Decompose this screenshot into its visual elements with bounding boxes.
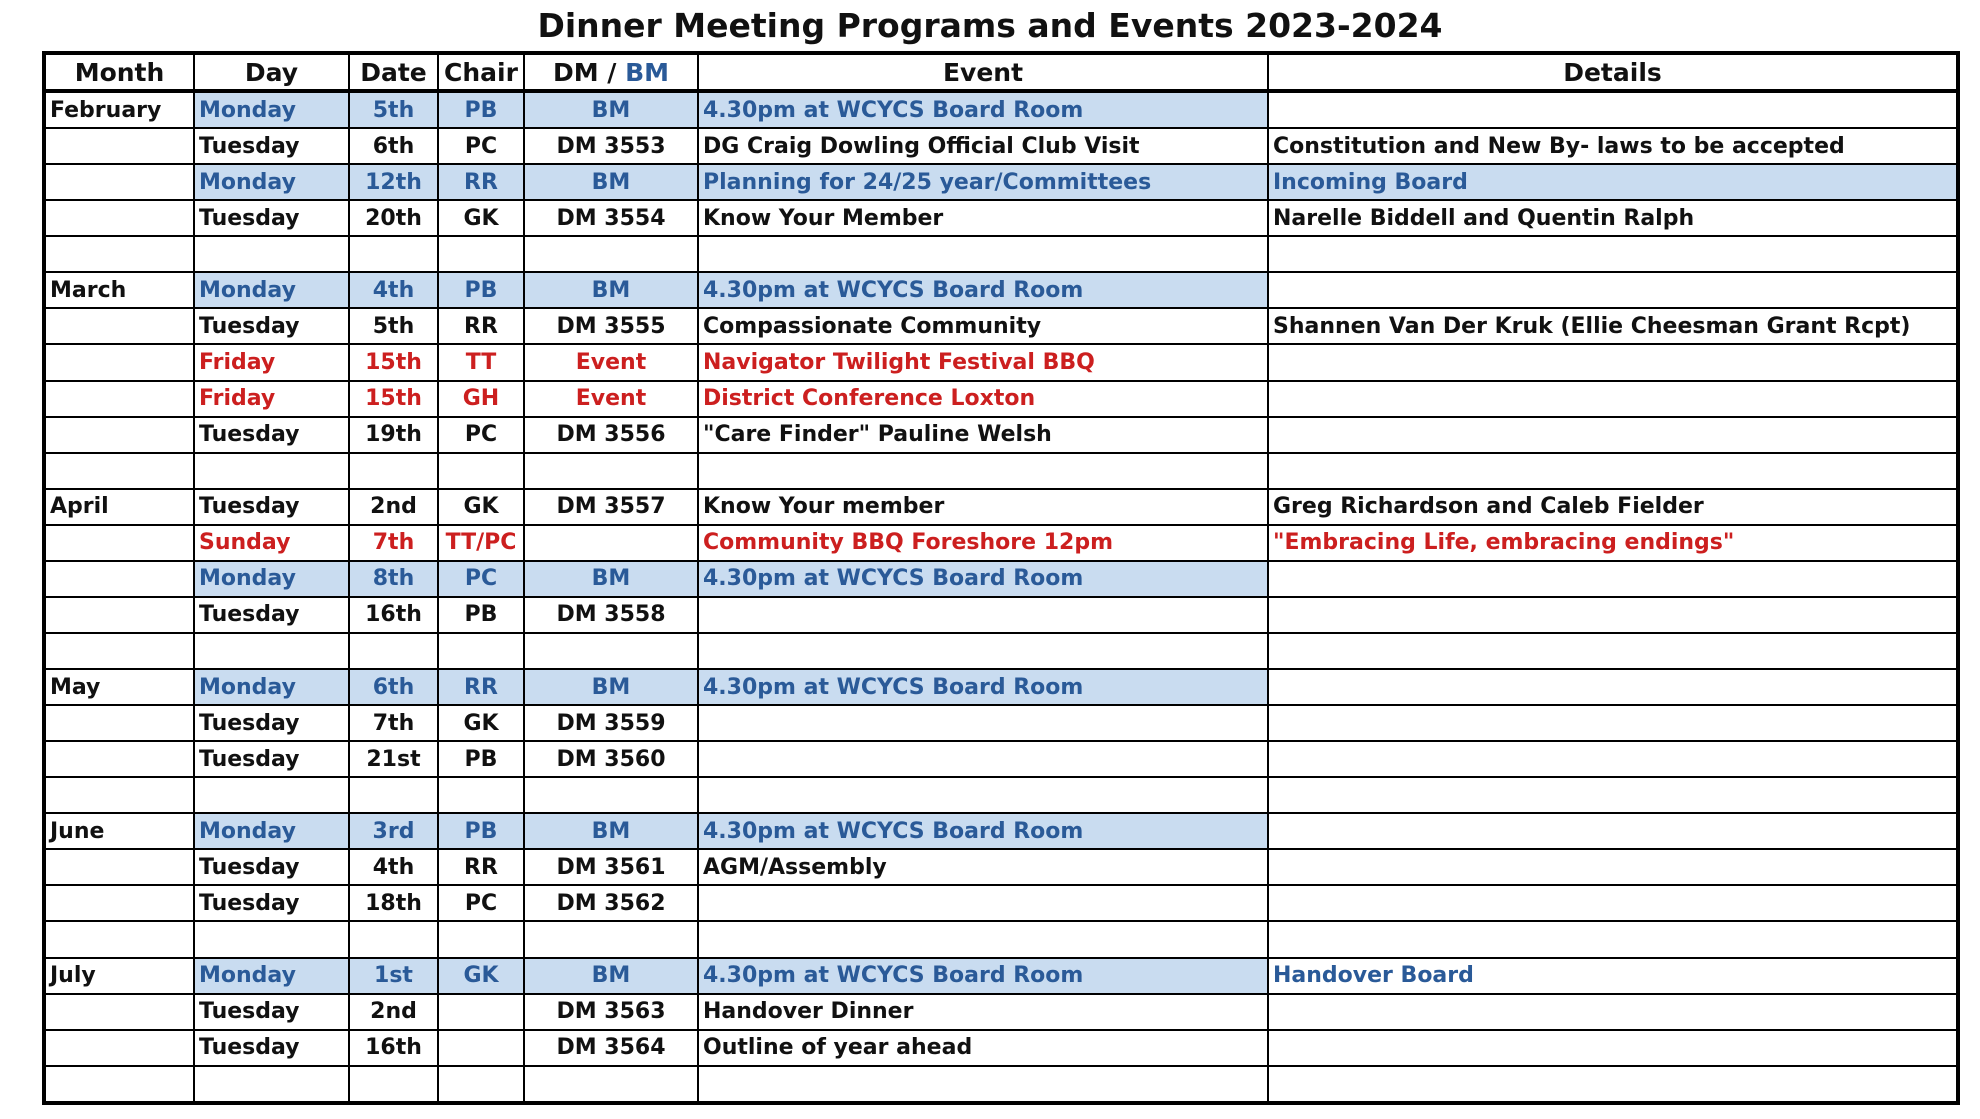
cell-date: 2nd <box>349 994 438 1030</box>
table-row <box>44 344 1958 380</box>
cell-day: Monday <box>194 813 349 849</box>
table-row <box>44 633 1958 669</box>
table-row <box>44 921 1958 957</box>
cell-dm-bm <box>524 633 698 669</box>
cell-chair: RR <box>438 308 524 344</box>
cell-details <box>1268 344 1958 380</box>
table-row <box>44 994 1958 1030</box>
cell-month <box>44 525 194 561</box>
cell-chair: PB <box>438 91 524 128</box>
cell-chair: RR <box>438 164 524 200</box>
cell-day: Tuesday <box>194 128 349 164</box>
cell-chair <box>438 1030 524 1066</box>
cell-date: 16th <box>349 597 438 633</box>
cell-month <box>44 236 194 272</box>
cell-dm-bm: DM 3559 <box>524 705 698 741</box>
cell-day: Sunday <box>194 525 349 561</box>
cell-dm-bm <box>524 1066 698 1103</box>
cell-month <box>44 381 194 417</box>
cell-month <box>44 200 194 236</box>
cell-month <box>44 164 194 200</box>
cell-details <box>1268 777 1958 813</box>
cell-dm-bm: DM 3558 <box>524 597 698 633</box>
cell-day <box>194 1066 349 1103</box>
cell-details <box>1268 91 1958 128</box>
cell-date: 1st <box>349 958 438 994</box>
cell-dm-bm: BM <box>524 561 698 597</box>
cell-date: 20th <box>349 200 438 236</box>
cell-details <box>1268 921 1958 957</box>
cell-dm-bm: DM 3555 <box>524 308 698 344</box>
table-row <box>44 885 1958 921</box>
cell-date: 7th <box>349 525 438 561</box>
cell-month <box>44 994 194 1030</box>
cell-chair <box>438 633 524 669</box>
header-dm-bm <box>524 53 698 91</box>
cell-day: Monday <box>194 561 349 597</box>
cell-date <box>349 453 438 489</box>
cell-date: 3rd <box>349 813 438 849</box>
table-row <box>44 525 1958 561</box>
schedule-body <box>44 91 1958 1103</box>
header-dm: DM <box>552 57 599 87</box>
cell-chair: PC <box>438 417 524 453</box>
table-row <box>44 272 1958 308</box>
cell-dm-bm: DM 3561 <box>524 849 698 885</box>
schedule-table <box>42 51 1960 1105</box>
table-row <box>44 453 1958 489</box>
cell-chair: PB <box>438 741 524 777</box>
cell-chair: PC <box>438 561 524 597</box>
cell-date: 4th <box>349 272 438 308</box>
cell-day: Tuesday <box>194 417 349 453</box>
cell-day: Tuesday <box>194 308 349 344</box>
cell-event <box>698 885 1268 921</box>
cell-day: Monday <box>194 958 349 994</box>
cell-event: 4.30pm at WCYCS Board Room <box>698 561 1268 597</box>
table-row <box>44 597 1958 633</box>
cell-day: Friday <box>194 381 349 417</box>
cell-month <box>44 1066 194 1103</box>
cell-month <box>44 921 194 957</box>
header-chair: Chair <box>438 53 524 91</box>
cell-chair <box>438 777 524 813</box>
cell-date <box>349 921 438 957</box>
cell-dm-bm: BM <box>524 669 698 705</box>
cell-details: Greg Richardson and Caleb Fielder <box>1268 489 1958 525</box>
cell-details: "Embracing Life, embracing endings" <box>1268 525 1958 561</box>
table-row <box>44 1030 1958 1066</box>
cell-event: "Care Finder" Pauline Welsh <box>698 417 1268 453</box>
cell-dm-bm: BM <box>524 91 698 128</box>
cell-chair: GK <box>438 705 524 741</box>
cell-details: Shannen Van Der Kruk (Ellie Cheesman Grant Rcpt) <box>1268 308 1958 344</box>
cell-date: 6th <box>349 128 438 164</box>
cell-chair: GK <box>438 958 524 994</box>
cell-date: 15th <box>349 381 438 417</box>
cell-dm-bm: DM 3564 <box>524 1030 698 1066</box>
cell-event: Planning for 24/25 year/Committees <box>698 164 1268 200</box>
cell-event: Know Your Member <box>698 200 1268 236</box>
cell-date <box>349 1066 438 1103</box>
cell-day: Tuesday <box>194 885 349 921</box>
cell-month: February <box>44 91 194 128</box>
cell-event: 4.30pm at WCYCS Board Room <box>698 91 1268 128</box>
cell-date: 19th <box>349 417 438 453</box>
cell-chair <box>438 994 524 1030</box>
table-row <box>44 849 1958 885</box>
table-row <box>44 200 1958 236</box>
cell-date <box>349 633 438 669</box>
cell-dm-bm <box>524 921 698 957</box>
table-row <box>44 777 1958 813</box>
cell-details <box>1268 1030 1958 1066</box>
cell-day <box>194 453 349 489</box>
cell-event <box>698 236 1268 272</box>
cell-date: 8th <box>349 561 438 597</box>
cell-event <box>698 633 1268 669</box>
cell-month <box>44 417 194 453</box>
cell-details <box>1268 885 1958 921</box>
cell-date: 5th <box>349 91 438 128</box>
cell-month <box>44 633 194 669</box>
cell-chair <box>438 453 524 489</box>
cell-month <box>44 1030 194 1066</box>
cell-month <box>44 705 194 741</box>
cell-event: Outline of year ahead <box>698 1030 1268 1066</box>
header-date: Date <box>349 53 438 91</box>
cell-month: July <box>44 958 194 994</box>
header-event: Event <box>698 53 1268 91</box>
table-row <box>44 381 1958 417</box>
cell-dm-bm: DM 3557 <box>524 489 698 525</box>
cell-date: 16th <box>349 1030 438 1066</box>
header-month: Month <box>44 53 194 91</box>
table-row <box>44 417 1958 453</box>
cell-event: AGM/Assembly <box>698 849 1268 885</box>
cell-date: 21st <box>349 741 438 777</box>
cell-dm-bm <box>524 777 698 813</box>
cell-event <box>698 777 1268 813</box>
cell-event <box>698 1066 1268 1103</box>
cell-details: Constitution and New By- laws to be accepted <box>1268 128 1958 164</box>
cell-event: 4.30pm at WCYCS Board Room <box>698 958 1268 994</box>
header-day: Day <box>194 53 349 91</box>
cell-month <box>44 453 194 489</box>
cell-chair: TT <box>438 344 524 380</box>
cell-details: Narelle Biddell and Quentin Ralph <box>1268 200 1958 236</box>
cell-details <box>1268 994 1958 1030</box>
cell-dm-bm: Event <box>524 381 698 417</box>
cell-details <box>1268 741 1958 777</box>
cell-dm-bm: BM <box>524 813 698 849</box>
cell-month: June <box>44 813 194 849</box>
cell-chair <box>438 1066 524 1103</box>
cell-day <box>194 777 349 813</box>
cell-date: 5th <box>349 308 438 344</box>
cell-day: Tuesday <box>194 597 349 633</box>
cell-dm-bm: DM 3553 <box>524 128 698 164</box>
cell-chair: TT/PC <box>438 525 524 561</box>
cell-month <box>44 344 194 380</box>
cell-dm-bm: DM 3562 <box>524 885 698 921</box>
cell-details <box>1268 417 1958 453</box>
cell-details <box>1268 236 1958 272</box>
table-row <box>44 705 1958 741</box>
cell-event <box>698 705 1268 741</box>
cell-chair: RR <box>438 669 524 705</box>
cell-event: Navigator Twilight Festival BBQ <box>698 344 1268 380</box>
cell-chair: PC <box>438 885 524 921</box>
cell-dm-bm: BM <box>524 958 698 994</box>
cell-date <box>349 236 438 272</box>
cell-day <box>194 236 349 272</box>
table-row <box>44 91 1958 128</box>
cell-month <box>44 885 194 921</box>
cell-day: Tuesday <box>194 705 349 741</box>
page-title: Dinner Meeting Programs and Events 2023-2024 <box>537 6 1443 45</box>
table-row <box>44 1066 1958 1103</box>
cell-dm-bm: BM <box>524 272 698 308</box>
header-row <box>44 53 1958 91</box>
cell-date: 2nd <box>349 489 438 525</box>
table-row <box>44 958 1958 994</box>
cell-day: Monday <box>194 91 349 128</box>
cell-details <box>1268 705 1958 741</box>
cell-date: 4th <box>349 849 438 885</box>
header-slash: / <box>598 57 626 87</box>
cell-details <box>1268 453 1958 489</box>
table-row <box>44 128 1958 164</box>
cell-details <box>1268 381 1958 417</box>
cell-chair: GH <box>438 381 524 417</box>
table-row <box>44 813 1958 849</box>
table-row <box>44 489 1958 525</box>
cell-details: Incoming Board <box>1268 164 1958 200</box>
cell-event <box>698 921 1268 957</box>
cell-month <box>44 597 194 633</box>
table-row <box>44 741 1958 777</box>
cell-chair: PC <box>438 128 524 164</box>
cell-event <box>698 597 1268 633</box>
cell-chair: PB <box>438 597 524 633</box>
cell-details <box>1268 561 1958 597</box>
cell-month <box>44 561 194 597</box>
cell-event: Compassionate Community <box>698 308 1268 344</box>
cell-event: 4.30pm at WCYCS Board Room <box>698 669 1268 705</box>
cell-details <box>1268 633 1958 669</box>
cell-month <box>44 777 194 813</box>
table-row <box>44 236 1958 272</box>
cell-day: Tuesday <box>194 741 349 777</box>
header-details: Details <box>1268 53 1958 91</box>
cell-date: 12th <box>349 164 438 200</box>
cell-day: Tuesday <box>194 489 349 525</box>
cell-details <box>1268 849 1958 885</box>
cell-chair <box>438 236 524 272</box>
table-row <box>44 669 1958 705</box>
cell-details: Handover Board <box>1268 958 1958 994</box>
cell-dm-bm: DM 3554 <box>524 200 698 236</box>
cell-dm-bm <box>524 236 698 272</box>
cell-chair: GK <box>438 489 524 525</box>
cell-chair: PB <box>438 272 524 308</box>
cell-event: Handover Dinner <box>698 994 1268 1030</box>
cell-day: Monday <box>194 164 349 200</box>
cell-day: Monday <box>194 272 349 308</box>
cell-day <box>194 633 349 669</box>
cell-event: Community BBQ Foreshore 12pm <box>698 525 1268 561</box>
table-row <box>44 164 1958 200</box>
cell-month <box>44 849 194 885</box>
cell-details <box>1268 597 1958 633</box>
cell-date <box>349 777 438 813</box>
cell-chair <box>438 921 524 957</box>
cell-day <box>194 921 349 957</box>
table-row <box>44 308 1958 344</box>
cell-chair: GK <box>438 200 524 236</box>
cell-dm-bm: DM 3560 <box>524 741 698 777</box>
cell-event: Know Your member <box>698 489 1268 525</box>
cell-date: 6th <box>349 669 438 705</box>
cell-event <box>698 741 1268 777</box>
cell-chair: PB <box>438 813 524 849</box>
cell-month <box>44 741 194 777</box>
cell-date: 18th <box>349 885 438 921</box>
cell-dm-bm: DM 3556 <box>524 417 698 453</box>
cell-dm-bm: Event <box>524 344 698 380</box>
cell-month <box>44 308 194 344</box>
table-row <box>44 561 1958 597</box>
cell-details <box>1268 669 1958 705</box>
cell-details <box>1268 272 1958 308</box>
cell-event <box>698 453 1268 489</box>
cell-day: Monday <box>194 669 349 705</box>
cell-details <box>1268 813 1958 849</box>
cell-day: Tuesday <box>194 849 349 885</box>
cell-month <box>44 128 194 164</box>
cell-day: Tuesday <box>194 200 349 236</box>
cell-event: District Conference Loxton <box>698 381 1268 417</box>
cell-dm-bm: DM 3563 <box>524 994 698 1030</box>
cell-day: Friday <box>194 344 349 380</box>
cell-month: March <box>44 272 194 308</box>
cell-event: 4.30pm at WCYCS Board Room <box>698 813 1268 849</box>
cell-dm-bm: BM <box>524 164 698 200</box>
header-bm: BM <box>625 57 670 87</box>
cell-chair: RR <box>438 849 524 885</box>
cell-dm-bm <box>524 453 698 489</box>
cell-date: 7th <box>349 705 438 741</box>
cell-month: April <box>44 489 194 525</box>
cell-event: 4.30pm at WCYCS Board Room <box>698 272 1268 308</box>
cell-details <box>1268 1066 1958 1103</box>
cell-day: Tuesday <box>194 994 349 1030</box>
cell-date: 15th <box>349 344 438 380</box>
cell-dm-bm <box>524 525 698 561</box>
cell-event: DG Craig Dowling Official Club Visit <box>698 128 1268 164</box>
cell-day: Tuesday <box>194 1030 349 1066</box>
cell-month: May <box>44 669 194 705</box>
